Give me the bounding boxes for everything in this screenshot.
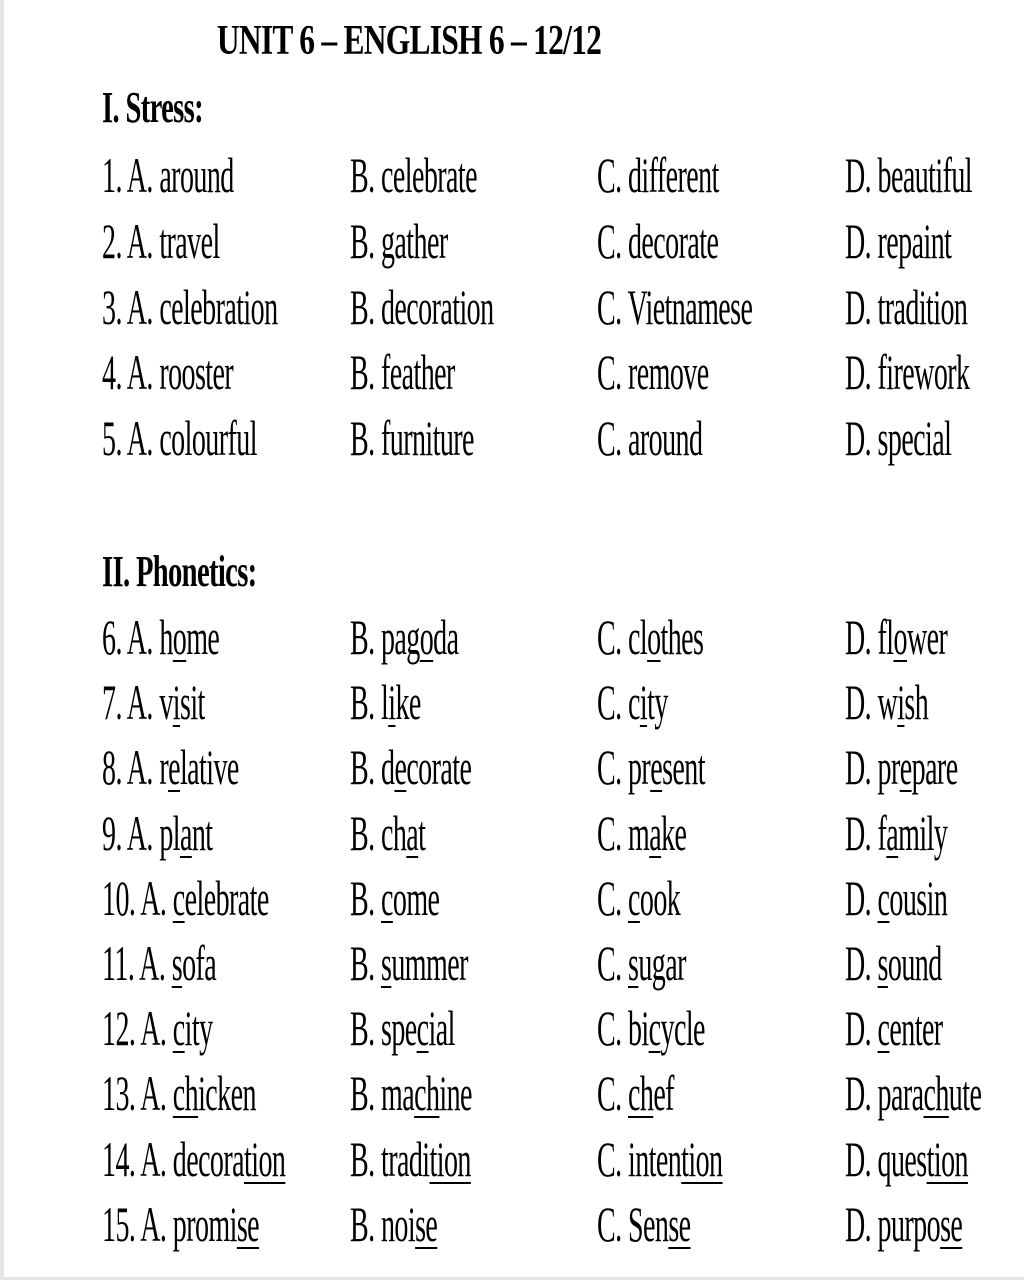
phonetics-question-14 xyxy=(4,1131,1024,1196)
underlined-sound: i xyxy=(172,674,180,730)
option-a xyxy=(102,674,205,730)
word-text: D. xyxy=(845,935,878,991)
word-text: C. xyxy=(597,935,629,991)
word-text: 13. A. xyxy=(102,1065,173,1121)
stress-question-4 xyxy=(4,344,1024,409)
underlined-sound: e xyxy=(650,739,663,795)
option-c: C. Vietnamese xyxy=(597,279,753,335)
word-text: ome xyxy=(392,870,440,926)
word-text: C. xyxy=(597,1065,629,1121)
word-text: elebrate xyxy=(184,870,269,926)
option-c: C. remove xyxy=(597,344,709,400)
option-a xyxy=(102,1065,256,1121)
word-text: ke xyxy=(661,805,687,861)
word-text: sh xyxy=(904,674,929,730)
underlined-sound: c xyxy=(416,1000,429,1056)
word-text: da xyxy=(433,609,459,665)
phonetics-question-12 xyxy=(4,1000,1024,1065)
phonetics-question-11 xyxy=(4,935,1024,1000)
underlined-sound: s xyxy=(628,935,639,991)
option-c xyxy=(597,739,705,795)
word-text: B. xyxy=(350,870,382,926)
option-c xyxy=(597,1000,705,1056)
word-text: ial xyxy=(428,1000,455,1056)
option-b xyxy=(350,739,472,795)
word-text: me xyxy=(186,609,220,665)
word-text: ke xyxy=(395,674,421,730)
option-b: B. furniture xyxy=(350,410,474,466)
stress-question-3 xyxy=(4,279,1024,344)
word-text: ugar xyxy=(638,935,686,991)
option-b xyxy=(350,674,421,730)
option-a: 4. A. rooster xyxy=(102,344,234,400)
option-d: D. tradition xyxy=(845,279,968,335)
underlined-sound: ch xyxy=(172,1065,199,1121)
word-text: B. spe xyxy=(350,1000,417,1056)
underlined-sound: a xyxy=(406,805,419,861)
underlined-sound: o xyxy=(172,609,187,665)
option-c xyxy=(597,870,681,926)
option-a: 2. A. travel xyxy=(102,213,220,269)
word-text: C. m xyxy=(597,805,650,861)
phonetics-question-15 xyxy=(4,1196,1024,1261)
word-text: B. tradi xyxy=(350,1131,430,1187)
underlined-sound: a xyxy=(649,805,662,861)
word-text: thes xyxy=(660,609,704,665)
word-text: C. bi xyxy=(597,1000,649,1056)
underlined-sound: a xyxy=(886,805,899,861)
option-b xyxy=(350,1000,455,1056)
option-a xyxy=(102,609,220,665)
word-text: ine xyxy=(439,1065,472,1121)
option-a: 1. A. around xyxy=(102,147,234,203)
option-c xyxy=(597,935,686,991)
option-d xyxy=(845,935,942,991)
word-text: B. xyxy=(350,935,382,991)
word-text: lative xyxy=(179,739,239,795)
underlined-sound: e xyxy=(394,739,407,795)
underlined-sound: e xyxy=(899,739,912,795)
option-b xyxy=(350,935,468,991)
underlined-sound: c xyxy=(172,1000,185,1056)
word-text: C. pr xyxy=(597,739,651,795)
word-text: ousin xyxy=(889,870,948,926)
underlined-sound: c xyxy=(628,870,640,926)
word-text: D. xyxy=(845,1000,878,1056)
underlined-sound: se xyxy=(940,1196,963,1252)
word-text: D. w xyxy=(845,674,898,730)
option-d: D. beautiful xyxy=(845,147,973,203)
page-title: UNIT 6 – ENGLISH 6 – 12/12 xyxy=(216,18,602,64)
word-text: B. l xyxy=(350,674,389,730)
option-b: B. celebrate xyxy=(350,147,477,203)
underlined-sound: ch xyxy=(628,1065,654,1121)
option-b xyxy=(350,1065,472,1121)
option-b xyxy=(350,870,440,926)
word-text: ofa xyxy=(182,935,217,991)
word-text: wer xyxy=(906,609,948,665)
underlined-sound: o xyxy=(893,609,907,665)
underlined-sound: c xyxy=(877,870,890,926)
underlined-sound: tion xyxy=(926,1131,968,1187)
option-a xyxy=(102,1196,260,1252)
option-b: B. feather xyxy=(350,344,455,400)
option-b xyxy=(350,1131,471,1187)
stress-heading: I. Stress: xyxy=(102,83,204,132)
word-text: ycle xyxy=(660,1000,705,1056)
word-text: D. fl xyxy=(845,609,894,665)
word-text: D. ques xyxy=(845,1131,927,1187)
word-text: t xyxy=(418,805,426,861)
word-text: D. para xyxy=(845,1065,924,1121)
option-d xyxy=(845,674,929,730)
word-text: C. inten xyxy=(597,1131,682,1187)
underlined-sound: se xyxy=(236,1196,260,1252)
word-text: 11. A. xyxy=(102,935,172,991)
underlined-sound: se xyxy=(415,1196,438,1252)
option-c xyxy=(597,1065,674,1121)
option-d xyxy=(845,609,948,665)
option-a xyxy=(102,870,269,926)
word-text: B. noi xyxy=(350,1196,416,1252)
underlined-sound: i xyxy=(897,674,905,730)
underlined-sound: s xyxy=(381,935,392,991)
word-text: B. ch xyxy=(350,805,407,861)
phonetics-question-7 xyxy=(4,674,1024,739)
word-text: ound xyxy=(887,935,942,991)
word-text: D. f xyxy=(845,805,887,861)
option-b xyxy=(350,609,459,665)
option-d: D. special xyxy=(845,410,952,466)
option-a: 5. A. colourful xyxy=(102,410,257,466)
word-text: 9. A. pl xyxy=(102,805,180,861)
option-d: D. repaint xyxy=(845,213,952,269)
option-c xyxy=(597,805,687,861)
option-a xyxy=(102,1000,213,1056)
phonetics-question-6 xyxy=(4,609,1024,674)
option-a xyxy=(102,739,239,795)
underlined-sound: s xyxy=(171,935,183,991)
phonetics-question-13 xyxy=(4,1065,1024,1130)
option-b: B. decoration xyxy=(350,279,494,335)
option-d xyxy=(845,805,948,861)
underlined-sound: tion xyxy=(244,1131,286,1187)
option-b: B. gather xyxy=(350,213,448,269)
underlined-sound: c xyxy=(648,1000,661,1056)
word-text: 8. A. r xyxy=(102,739,169,795)
option-d xyxy=(845,1196,963,1252)
option-a xyxy=(102,1131,286,1187)
option-d xyxy=(845,1000,943,1056)
word-text: C. c xyxy=(597,674,640,730)
word-text: icken xyxy=(198,1065,256,1121)
word-text: D. xyxy=(845,870,878,926)
word-text: ef xyxy=(653,1065,674,1121)
word-text: D. purpo xyxy=(845,1196,941,1252)
word-text: pare xyxy=(911,739,958,795)
option-a: 3. A. celebration xyxy=(102,279,278,335)
word-text: ute xyxy=(948,1065,982,1121)
underlined-sound: c xyxy=(172,870,185,926)
word-text: ity xyxy=(184,1000,213,1056)
word-text: 15. A. promi xyxy=(102,1196,237,1252)
underlined-sound: i xyxy=(639,674,648,730)
word-text: corate xyxy=(406,739,472,795)
option-d: D. firework xyxy=(845,344,970,400)
underlined-sound: ch xyxy=(923,1065,949,1121)
underlined-sound: s xyxy=(877,935,888,991)
underlined-sound: c xyxy=(381,870,393,926)
phonetics-heading: II. Phonetics: xyxy=(102,547,257,596)
option-c: C. different xyxy=(597,147,719,203)
stress-question-2 xyxy=(4,213,1024,278)
option-c: C. decorate xyxy=(597,213,719,269)
word-text: mily xyxy=(898,805,948,861)
underlined-sound: c xyxy=(877,1000,890,1056)
option-d xyxy=(845,1065,982,1121)
underlined-sound: tion xyxy=(681,1131,723,1187)
word-text: B. pag xyxy=(350,609,420,665)
word-text: 7. A. v xyxy=(102,674,173,730)
word-text: enter xyxy=(889,1000,943,1056)
option-b xyxy=(350,805,426,861)
word-text: 12. A. xyxy=(102,1000,173,1056)
stress-question-1 xyxy=(4,147,1024,212)
option-a xyxy=(102,805,213,861)
underlined-sound: a xyxy=(179,805,192,861)
word-text: ook xyxy=(639,870,681,926)
stress-question-5 xyxy=(4,410,1024,475)
underlined-sound: e xyxy=(168,739,180,795)
option-c xyxy=(597,1196,691,1252)
underlined-sound: o xyxy=(647,609,661,665)
option-c xyxy=(597,609,704,665)
word-text: sent xyxy=(662,739,705,795)
phonetics-question-10 xyxy=(4,870,1024,935)
underlined-sound: tion xyxy=(429,1131,471,1187)
word-text: nt xyxy=(191,805,213,861)
option-d xyxy=(845,870,948,926)
option-a xyxy=(102,935,217,991)
option-d xyxy=(845,1131,968,1187)
phonetics-question-8 xyxy=(4,739,1024,804)
word-text: D. pr xyxy=(845,739,900,795)
phonetics-question-9 xyxy=(4,805,1024,870)
word-text: ty xyxy=(647,674,668,730)
word-text: 14. A. decora xyxy=(102,1131,245,1187)
word-text: 10. A. xyxy=(102,870,173,926)
word-text: C. xyxy=(597,870,629,926)
underlined-sound: se xyxy=(668,1196,691,1252)
option-d xyxy=(845,739,958,795)
underlined-sound: o xyxy=(419,609,434,665)
word-text: sit xyxy=(179,674,205,730)
option-c: C. around xyxy=(597,410,703,466)
underlined-sound: i xyxy=(388,674,396,730)
underlined-sound: ch xyxy=(414,1065,440,1121)
word-text: 6. A. h xyxy=(102,609,173,665)
word-text: C. cl xyxy=(597,609,648,665)
option-c xyxy=(597,674,668,730)
word-text: C. Sen xyxy=(597,1196,669,1252)
word-text: ummer xyxy=(391,935,468,991)
word-text: B. d xyxy=(350,739,395,795)
word-text: B. ma xyxy=(350,1065,415,1121)
option-c xyxy=(597,1131,723,1187)
option-b xyxy=(350,1196,438,1252)
